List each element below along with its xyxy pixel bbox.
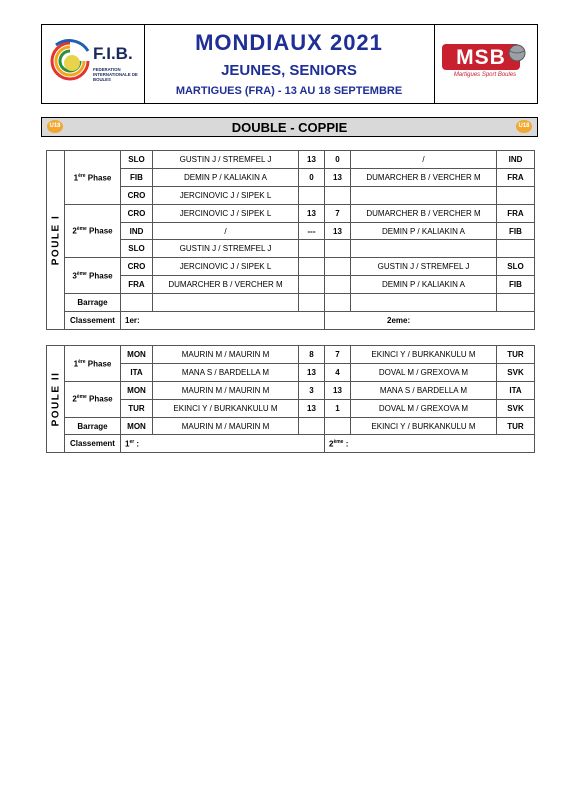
team-players: JERCINOVIC J / SIPEK L bbox=[153, 186, 299, 204]
fib-ball-icon bbox=[48, 37, 92, 85]
country-code: SLO bbox=[121, 240, 153, 258]
table-row bbox=[47, 346, 535, 364]
country-code: SVK bbox=[497, 399, 535, 417]
team-players: EKINCI Y / BURKANKULU M bbox=[351, 417, 497, 435]
country-code: FIB bbox=[497, 276, 535, 294]
first-place: 1er: bbox=[121, 312, 325, 330]
table-row bbox=[47, 276, 535, 294]
score bbox=[299, 240, 325, 258]
document-header bbox=[41, 24, 538, 104]
fib-logo bbox=[42, 25, 145, 103]
country-code: SVK bbox=[497, 363, 535, 381]
team-players: MANA S / BARDELLA M bbox=[351, 381, 497, 399]
score: 7 bbox=[325, 204, 351, 222]
country-code: ITA bbox=[121, 363, 153, 381]
score: 1 bbox=[325, 399, 351, 417]
score bbox=[299, 417, 325, 435]
country-code bbox=[497, 186, 535, 204]
u18-badge-icon: U18 bbox=[47, 120, 63, 133]
poule-1-table bbox=[46, 150, 535, 330]
empty-cell bbox=[351, 294, 497, 312]
team-players: EKINCI Y / BURKANKULU M bbox=[153, 399, 299, 417]
country-code: CRO bbox=[121, 186, 153, 204]
country-code bbox=[497, 240, 535, 258]
empty-cell bbox=[497, 294, 535, 312]
team-players: DOVAL M / GREXOVA M bbox=[351, 399, 497, 417]
score: 3 bbox=[299, 381, 325, 399]
team-players: MANA S / BARDELLA M bbox=[153, 363, 299, 381]
category-title: DOUBLE - COPPIE bbox=[231, 120, 348, 135]
team-players: JERCINOVIC J / SIPEK L bbox=[153, 204, 299, 222]
score bbox=[325, 276, 351, 294]
fib-logo-full-name: FEDERATION INTERNATIONALE DE BOULES bbox=[93, 67, 138, 82]
table-row bbox=[47, 399, 535, 417]
table-row bbox=[47, 151, 535, 169]
team-players: DUMARCHER B / VERCHER M bbox=[351, 204, 497, 222]
table-row bbox=[47, 312, 535, 330]
score bbox=[325, 240, 351, 258]
country-code: MON bbox=[121, 381, 153, 399]
classement-label: Classement bbox=[65, 435, 121, 453]
table-row bbox=[47, 258, 535, 276]
boule-icon bbox=[507, 43, 527, 63]
score: 13 bbox=[299, 151, 325, 169]
table-row bbox=[47, 186, 535, 204]
table-row bbox=[47, 363, 535, 381]
barrage-label: Barrage bbox=[65, 294, 121, 312]
table-row bbox=[47, 417, 535, 435]
second-place: 2ème : bbox=[325, 435, 535, 453]
score: 13 bbox=[299, 399, 325, 417]
empty-cell bbox=[153, 294, 299, 312]
score: 4 bbox=[325, 363, 351, 381]
country-code: FIB bbox=[497, 222, 535, 240]
score: 13 bbox=[299, 204, 325, 222]
msb-logo-name: MSB bbox=[442, 44, 520, 70]
country-code: TUR bbox=[121, 399, 153, 417]
header-titles bbox=[144, 25, 434, 103]
team-players: DOVAL M / GREXOVA M bbox=[351, 363, 497, 381]
country-code: FIB bbox=[121, 168, 153, 186]
score bbox=[299, 276, 325, 294]
score bbox=[299, 186, 325, 204]
score bbox=[299, 258, 325, 276]
poule-label: POULE II bbox=[50, 371, 61, 427]
poule-label-cell bbox=[47, 151, 65, 330]
team-players: / bbox=[351, 151, 497, 169]
country-code: FRA bbox=[497, 168, 535, 186]
team-players: MAURIN M / MAURIN M bbox=[153, 417, 299, 435]
phase-label: 1ère Phase bbox=[65, 346, 121, 382]
team-players bbox=[351, 186, 497, 204]
phase-label: 2ème Phase bbox=[65, 381, 121, 417]
poule-label-cell bbox=[47, 346, 65, 453]
score: 0 bbox=[325, 151, 351, 169]
page-title: MONDIAUX 2021 bbox=[195, 30, 383, 55]
country-code: CRO bbox=[121, 258, 153, 276]
team-players: DEMIN P / KALIAKIN A bbox=[351, 276, 497, 294]
country-code: SLO bbox=[121, 151, 153, 169]
score: 7 bbox=[325, 346, 351, 364]
country-code: IND bbox=[121, 222, 153, 240]
team-players: EKINCI Y / BURKANKULU M bbox=[351, 346, 497, 364]
table-row bbox=[47, 240, 535, 258]
phase-label: 1ère Phase bbox=[65, 151, 121, 205]
country-code: TUR bbox=[497, 346, 535, 364]
table-row bbox=[47, 222, 535, 240]
page-subtitle: JEUNES, SENIORS bbox=[221, 62, 357, 79]
category-title-bar bbox=[41, 117, 538, 137]
poule-label: POULE I bbox=[50, 214, 61, 266]
score: 13 bbox=[325, 381, 351, 399]
country-code: SLO bbox=[497, 258, 535, 276]
fib-logo-name: F.I.B. bbox=[93, 44, 133, 63]
country-code: ITA bbox=[497, 381, 535, 399]
barrage-label: Barrage bbox=[65, 417, 121, 435]
score: 13 bbox=[299, 363, 325, 381]
score: 13 bbox=[325, 168, 351, 186]
poule-2-table bbox=[46, 345, 535, 453]
team-players: JERCINOVIC J / SIPEK L bbox=[153, 258, 299, 276]
phase-label: 3ème Phase bbox=[65, 258, 121, 294]
event-dates: MARTIGUES (FRA) - 13 AU 18 SEPTEMBRE bbox=[175, 85, 403, 97]
team-players: MAURIN M / MAURIN M bbox=[153, 381, 299, 399]
empty-cell bbox=[325, 294, 351, 312]
team-players: GUSTIN J / STREMFEL J bbox=[351, 258, 497, 276]
team-players: / bbox=[153, 222, 299, 240]
table-row bbox=[47, 204, 535, 222]
score bbox=[325, 258, 351, 276]
table-row bbox=[47, 168, 535, 186]
team-players: DEMIN P / KALIAKIN A bbox=[153, 168, 299, 186]
classement-label: Classement bbox=[65, 312, 121, 330]
table-row bbox=[47, 294, 535, 312]
msb-logo-subtitle: Martigues Sport Boules bbox=[453, 72, 517, 78]
country-code: MON bbox=[121, 417, 153, 435]
second-place: 2eme: bbox=[325, 312, 535, 330]
empty-cell bbox=[121, 294, 153, 312]
country-code: FRA bbox=[121, 276, 153, 294]
country-code: CRO bbox=[121, 204, 153, 222]
table-row bbox=[47, 381, 535, 399]
empty-cell bbox=[299, 294, 325, 312]
team-players: DEMIN P / KALIAKIN A bbox=[351, 222, 497, 240]
score: 13 bbox=[325, 222, 351, 240]
score: 8 bbox=[299, 346, 325, 364]
score bbox=[325, 186, 351, 204]
country-code: FRA bbox=[497, 204, 535, 222]
country-code: TUR bbox=[497, 417, 535, 435]
phase-label: 2ème Phase bbox=[65, 204, 121, 258]
msb-logo bbox=[434, 25, 538, 103]
table-row bbox=[47, 435, 535, 453]
country-code: MON bbox=[121, 346, 153, 364]
score: --- bbox=[299, 222, 325, 240]
team-players: GUSTIN J / STREMFEL J bbox=[153, 151, 299, 169]
country-code: IND bbox=[497, 151, 535, 169]
team-players: DUMARCHER B / VERCHER M bbox=[351, 168, 497, 186]
team-players: DUMARCHER B / VERCHER M bbox=[153, 276, 299, 294]
first-place: 1er : bbox=[121, 435, 325, 453]
u18-badge-icon: U18 bbox=[516, 120, 532, 133]
team-players bbox=[351, 240, 497, 258]
score bbox=[325, 417, 351, 435]
team-players: MAURIN M / MAURIN M bbox=[153, 346, 299, 364]
score: 0 bbox=[299, 168, 325, 186]
team-players: GUSTIN J / STREMFEL J bbox=[153, 240, 299, 258]
